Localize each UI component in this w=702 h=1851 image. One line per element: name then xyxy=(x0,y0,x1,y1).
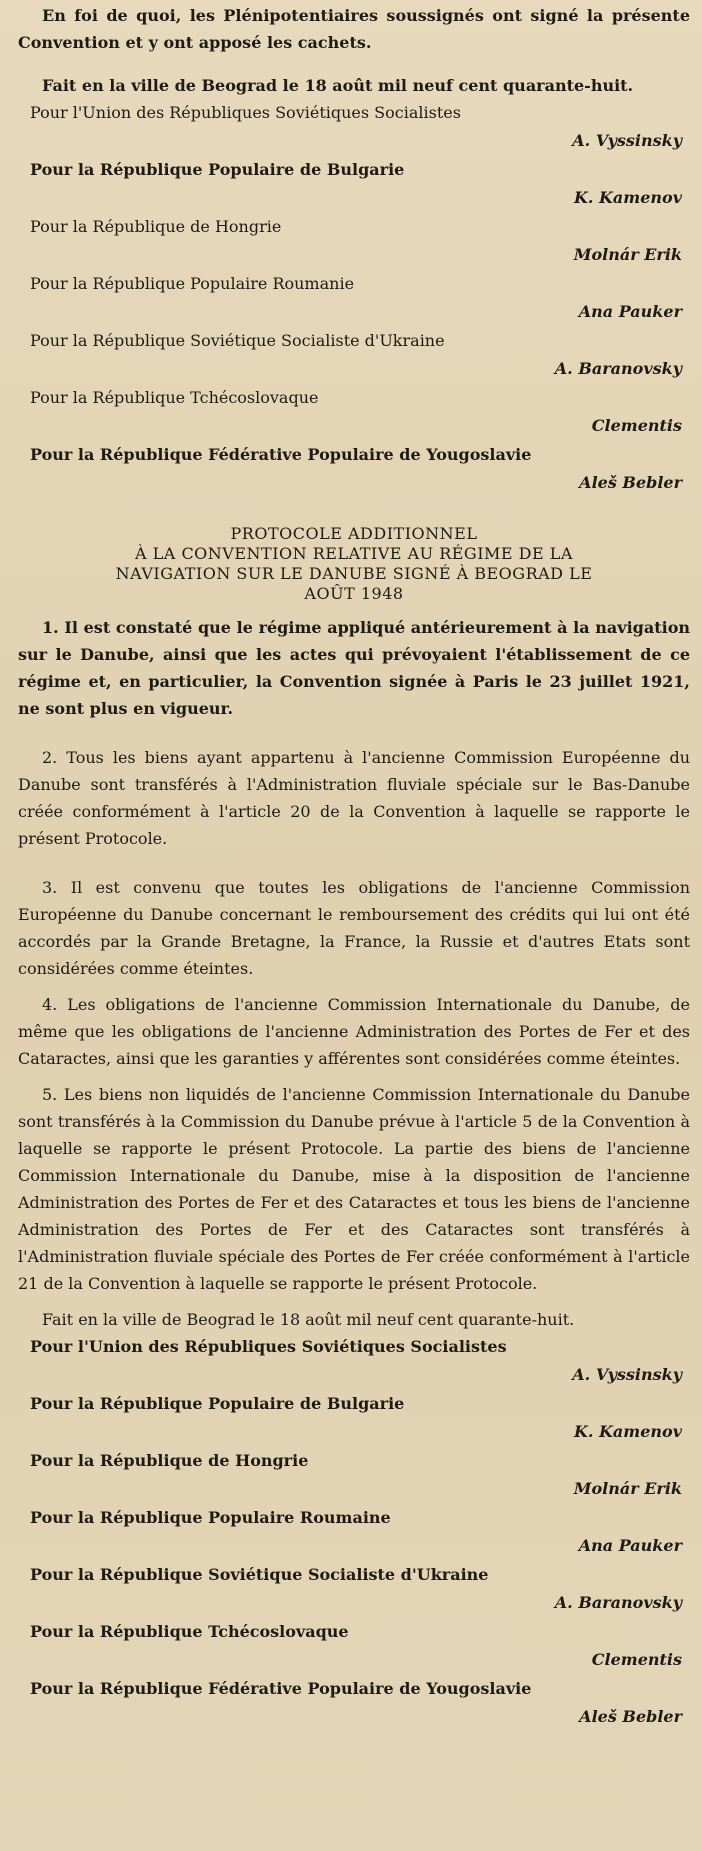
protocol-title-line: PROTOCOLE ADDITIONNEL xyxy=(230,524,478,543)
signatory-name: A. Vyssinsky xyxy=(572,131,682,150)
signatory-name: Ana Pauker xyxy=(578,1536,682,1555)
signature-block-protocol xyxy=(18,1333,690,1732)
signatory-name: Molnár Erik xyxy=(573,245,682,264)
signatory-line: Pour la République Fédérative Populaire de Yougoslavie xyxy=(30,445,532,464)
signatory-line: Pour la République de Hongrie xyxy=(30,217,282,236)
signatory-name: A. Baranovsky xyxy=(554,1593,682,1612)
article-3: 3. Il est convenu que toutes les obligations de l'ancienne Commission Européenne du Danube concernant le remboursement des crédits qui lui ont été accordés par la Grande Bretagne, la France, la Russie et d'autres Etats sont considérées comme éteintes. xyxy=(18,878,690,978)
signatory-line: Pour la République de Hongrie xyxy=(30,1451,309,1470)
done-at-paragraph: Fait en la ville de Beograd le 18 août mil neuf cent quarante-huit. xyxy=(42,76,634,95)
signatory-name: K. Kamenov xyxy=(573,188,682,207)
signatory-line: Pour l'Union des Républiques Soviétiques Socialistes xyxy=(30,1337,507,1356)
signatory-line: Pour la République Soviétique Socialiste d'Ukraine xyxy=(30,1565,489,1584)
signatory-line: Pour la République Populaire de Bulgarie xyxy=(30,160,405,179)
signatory-line: Pour la République Tchécoslovaque xyxy=(30,1622,349,1641)
signatory-line: Pour la République Populaire Roumanie xyxy=(30,274,355,293)
signatory-line: Pour la République Tchécoslovaque xyxy=(30,388,319,407)
signatory-line: Pour l'Union des Républiques Soviétiques Socialistes xyxy=(30,103,461,122)
closing-paragraph: En foi de quoi, les Plénipotentiaires soussignés ont signé la présente Convention et y ont apposé les cachets. xyxy=(18,6,690,52)
protocol-title-line: AOÛT 1948 xyxy=(304,584,404,603)
signatory-line: Pour la République Fédérative Populaire de Yougoslavie xyxy=(30,1679,532,1698)
protocol-title-line: NAVIGATION SUR LE DANUBE SIGNÉ À BEOGRAD LE xyxy=(115,564,593,583)
signature-block-convention xyxy=(18,99,690,498)
signatory-name: Molnár Erik xyxy=(573,1479,682,1498)
signatory-name: Ana Pauker xyxy=(578,302,682,321)
signatory-line: Pour la République Soviétique Socialiste d'Ukraine xyxy=(30,331,445,350)
article-4: 4. Les obligations de l'ancienne Commission Internationale du Danube, de même que les obligations de l'ancienne Administration des Portes de Fer et des Cataractes, ainsi que les garanties y afférentes sont considérées comme éteintes. xyxy=(18,995,690,1068)
signatory-name: Clementis xyxy=(591,416,682,435)
article-1: 1. Il est constaté que le régime appliqué antérieurement à la navigation sur le Danube, ainsi que les actes qui prévoyaient l'établissement de ce régime et, en particulier, la Convention signée à Paris le 23 juillet 1921, ne sont plus en vigueur. xyxy=(18,618,690,718)
signatory-name: K. Kamenov xyxy=(573,1422,682,1441)
signatory-name: Aleš Bebler xyxy=(579,473,682,492)
article-5: 5. Les biens non liquidés de l'ancienne Commission Internationale du Danube sont transférés à la Commission du Danube prévue à l'article 5 de la Convention à laquelle se rapporte le présent Protocole. La partie des biens de l'ancienne Commission Internationale du Danube, mise à la disposition de l'ancienne Administration des Portes de Fer et des Cataractes et tous les biens de l'ancienne Administration des Portes de Fer et des Cataractes sont transférés à l'Administration fluviale spéciale des Portes de Fer créée conformément à l'article 21 de la Convention à laquelle se rapporte le présent Protocole. xyxy=(18,1085,690,1293)
signatory-name: Aleš Bebler xyxy=(579,1707,682,1726)
signatory-name: A. Baranovsky xyxy=(554,359,682,378)
protocol-done-at: Fait en la ville de Beograd le 18 août mil neuf cent quarante-huit. xyxy=(42,1310,575,1329)
protocol-title xyxy=(18,524,690,604)
protocol-title-line: À LA CONVENTION RELATIVE AU RÉGIME DE LA xyxy=(135,544,573,563)
article-2: 2. Tous les biens ayant appartenu à l'ancienne Commission Européenne du Danube sont transférés à l'Administration fluviale spéciale sur le Bas-Danube créée conformément à l'article 20 de la Convention à laquelle se rapporte le présent Protocole. xyxy=(18,748,690,848)
signatory-name: A. Vyssinsky xyxy=(572,1365,682,1384)
signatory-line: Pour la République Populaire de Bulgarie xyxy=(30,1394,405,1413)
signatory-line: Pour la République Populaire Roumaine xyxy=(30,1508,391,1527)
signatory-name: Clementis xyxy=(591,1650,682,1669)
